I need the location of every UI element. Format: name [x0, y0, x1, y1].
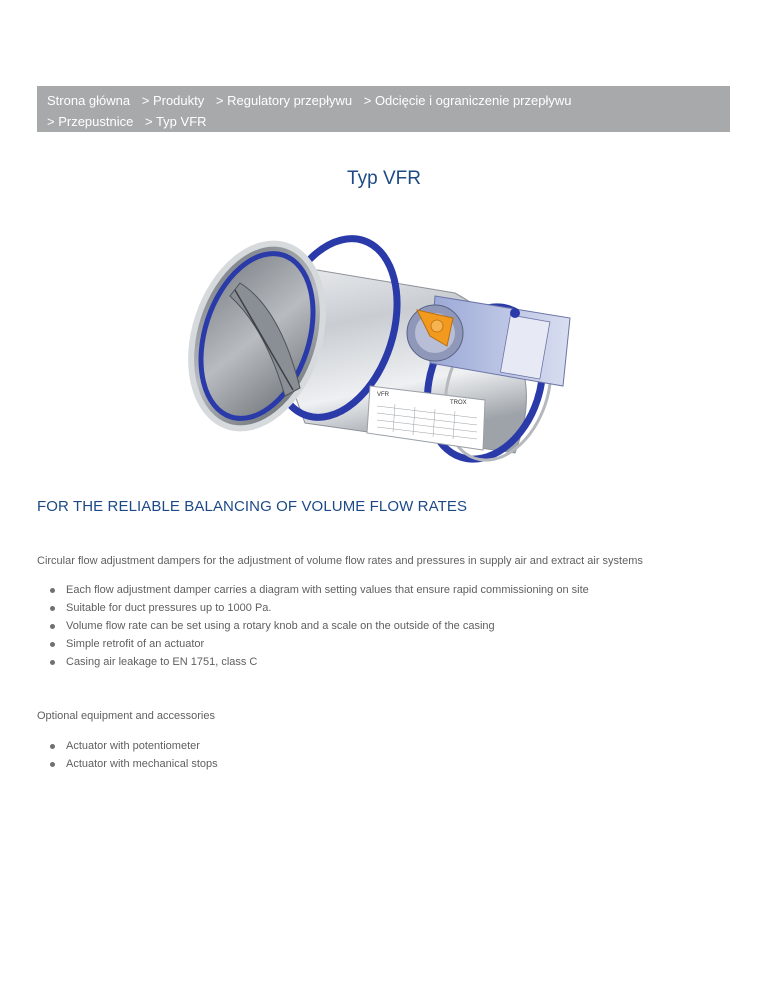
- bullet-icon: [50, 642, 55, 647]
- list-item: [37, 617, 589, 635]
- section-intro: Circular flow adjustment dampers for the adjustment of volume flow rates and pressures in supply air and extract air systems: [37, 555, 643, 567]
- list-item-text: Volume flow rate can be set using a rotary knob and a scale on the outside of the casing: [66, 620, 495, 632]
- breadcrumb-products[interactable]: > Produkty: [141, 93, 205, 108]
- list-item: [37, 635, 589, 653]
- list-item: [37, 755, 218, 773]
- bullet-icon: [50, 588, 55, 593]
- list-item-text: Actuator with mechanical stops: [66, 758, 218, 770]
- bullet-icon: [50, 606, 55, 611]
- list-item: [37, 581, 589, 599]
- accessories-heading: Optional equipment and accessories: [37, 710, 215, 722]
- list-item-text: Suitable for duct pressures up to 1000 Pa.: [66, 602, 272, 614]
- label-type-text: VFR: [377, 392, 389, 398]
- bullet-icon: [50, 744, 55, 749]
- section-heading: FOR THE RELIABLE BALANCING OF VOLUME FLOW RATES: [37, 498, 468, 515]
- list-item: [37, 599, 589, 617]
- breadcrumb-home[interactable]: Strona główna: [47, 93, 131, 108]
- list-item-text: Actuator with potentiometer: [66, 740, 200, 752]
- bullet-icon: [50, 624, 55, 629]
- breadcrumb: [37, 86, 730, 132]
- breadcrumb-flow-regulators[interactable]: > Regulatory przepływu: [215, 93, 353, 108]
- accessories-list: [37, 737, 218, 773]
- features-list: [37, 581, 589, 671]
- list-item: [37, 737, 218, 755]
- rotary-knob: [407, 305, 463, 361]
- list-item: [37, 653, 589, 671]
- page-title: Typ VFR: [347, 168, 421, 189]
- breadcrumb-shutoff[interactable]: > Odcięcie i ograniczenie przepływu: [363, 93, 572, 108]
- breadcrumb-current: > Typ VFR: [144, 114, 207, 129]
- breadcrumb-dampers[interactable]: > Przepustnice: [47, 114, 134, 129]
- product-image: [185, 218, 585, 476]
- bullet-icon: [50, 762, 55, 767]
- label-brand-text: TROX: [450, 400, 467, 406]
- list-item-text: Casing air leakage to EN 1751, class C: [66, 656, 258, 668]
- list-item-text: Each flow adjustment damper carries a diagram with setting values that ensure rapid commissioning on site: [66, 584, 589, 596]
- list-item-text: Simple retrofit of an actuator: [66, 638, 205, 650]
- bullet-icon: [50, 660, 55, 665]
